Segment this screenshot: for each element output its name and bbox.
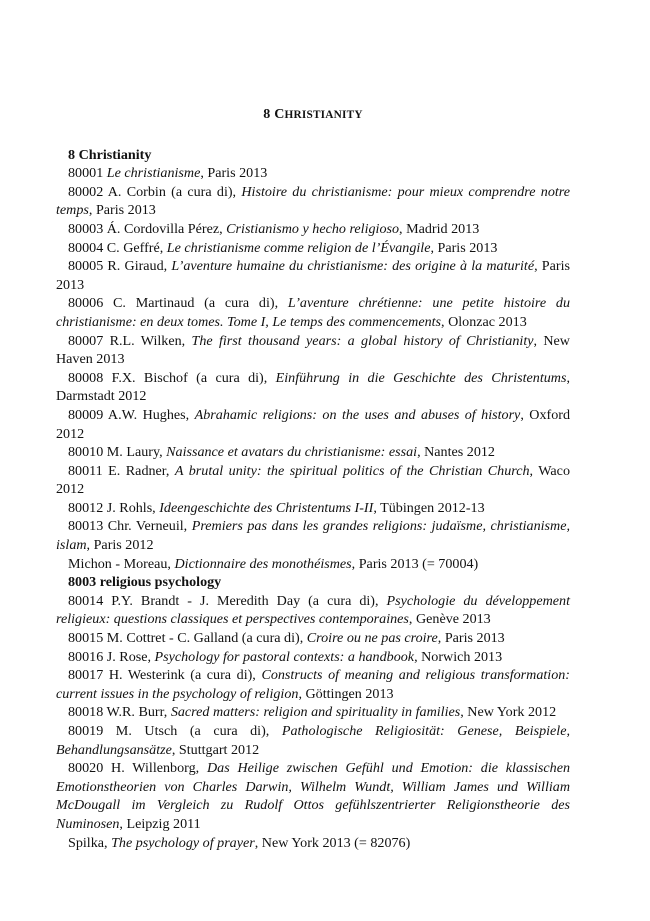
entry-imprint: , Stuttgart 2012	[171, 741, 260, 758]
entry-title: L’aventure humaine du christianisme: des origine à la maturité	[171, 258, 535, 275]
entry-title: Cristianismo y hecho religioso	[226, 220, 400, 237]
entry-imprint: , New Haven 2013	[56, 332, 570, 368]
entry-author: 80019 M. Utsch (a cura di),	[68, 723, 282, 739]
bibliography-entry	[56, 499, 570, 518]
entry-imprint: , Madrid 2013	[399, 220, 480, 237]
entry-author: 80013 Chr. Verneuil,	[68, 518, 192, 535]
entry-author: 80008 F.X. Bischof (a cura di),	[68, 369, 276, 386]
entry-imprint: , New York 2012	[460, 704, 557, 721]
bibliography-entry	[56, 666, 570, 703]
running-head	[56, 106, 570, 125]
entry-author: 80010 M. Laury,	[68, 444, 167, 461]
bibliography-entry	[56, 406, 570, 443]
entry-title: Histoire du christianisme: pour mieux comprendre notre temps	[56, 183, 570, 219]
bibliography-entry	[56, 834, 570, 853]
entry-title: Psychologie du développement religieux: questions classiques et perspectives contemporaines	[56, 592, 570, 628]
entry-title: Croire ou ne pas croire	[306, 630, 438, 647]
section-heading: 8 Christianity	[68, 146, 152, 163]
entry-title: Einführung in die Geschichte des Christentums	[275, 369, 567, 386]
bibliography-entry	[56, 220, 570, 239]
bibliography-entry	[56, 257, 570, 294]
entry-title: The first thousand years: a global history of Christianity	[191, 332, 534, 349]
entry-author: 80003 Á. Cordovilla Pérez,	[68, 220, 227, 237]
entry-imprint: , Leipzig 2011	[119, 815, 201, 832]
entry-imprint: , Paris 2013	[88, 202, 156, 219]
bibliography-entry	[56, 703, 570, 722]
entry-imprint: , Darmstadt 2012	[56, 369, 570, 405]
bibliography-entry	[56, 332, 570, 369]
entry-imprint: , Norwich 2013	[414, 648, 503, 665]
entry-title: Ideengeschichte des Christentums I-II	[159, 499, 374, 516]
entry-imprint: , New York 2013 (= 82076)	[254, 834, 411, 851]
entry-author: 80012 J. Rohls,	[68, 499, 160, 516]
entry-author: 80020 H. Willenborg,	[68, 760, 207, 777]
entry-title: Sacred matters: religion and spirituality in families	[170, 704, 461, 721]
entry-imprint: , Paris 2013	[437, 630, 505, 647]
entry-imprint: , Paris 2013	[430, 239, 498, 256]
bibliography-entry	[56, 294, 570, 331]
entry-author: 80007 R.L. Wilken,	[68, 332, 192, 349]
entry-title: Pathologische Religiosität: Genese, Beispiele, Behandlungsansätze	[56, 723, 570, 758]
entry-author: 80018 W.R. Burr,	[68, 704, 171, 721]
entry-author: 80009 A.W. Hughes,	[68, 406, 195, 423]
entry-title: The psychology of prayer	[111, 834, 255, 851]
entry-imprint: , Tübingen 2012-13	[373, 499, 485, 516]
entry-author: 80001	[68, 165, 107, 182]
entry-title: A brutal unity: the spiritual politics of the Christian Church	[174, 462, 530, 479]
bibliography-entry	[56, 239, 570, 258]
bibliography-sections	[56, 146, 570, 853]
entry-author: 80016 J. Rose,	[68, 648, 155, 665]
bibliography-entry	[56, 443, 570, 462]
entry-author: 80015 M. Cottret - C. Galland (a cura di),	[68, 630, 307, 647]
entry-author: 80005 R. Giraud,	[68, 258, 172, 275]
entry-author: 80006 C. Martinaud (a cura di),	[68, 295, 288, 312]
entry-imprint: , Olonzac 2013	[441, 313, 527, 330]
bibliography-entry	[56, 555, 570, 574]
bibliography-entry	[56, 517, 570, 554]
section-heading: 8003 religious psychology	[68, 574, 222, 591]
entry-imprint: , Oxford 2012	[56, 406, 571, 442]
running-head-title: CHRISTIANITY	[274, 107, 363, 122]
entry-imprint: , Göttingen 2013	[298, 685, 394, 702]
bibliography-entry	[56, 164, 570, 183]
entry-title: L’aventure chrétienne: une petite histoire du christianisme: en deux tomes. Tome I, Le temps des commencements	[56, 295, 571, 330]
entry-author: 80014 P.Y. Brandt - J. Meredith Day (a cura di),	[68, 592, 387, 609]
entry-author: 80002 A. Corbin (a cura di),	[68, 183, 242, 200]
entry-title: Le christianisme comme religion de l’Évangile	[166, 239, 431, 256]
entry-title: Dictionnaire des monothéismes	[174, 555, 352, 572]
entry-imprint: , Paris 2013	[200, 165, 268, 182]
bibliography-entry	[56, 722, 570, 759]
entry-title: Psychology for pastoral contexts: a handbook	[154, 648, 415, 665]
bibliography-page	[56, 106, 570, 852]
entry-title: Constructs of meaning and religious transformation: current issues in the psychology of religion	[56, 667, 570, 702]
running-head-number: 8	[263, 107, 271, 122]
entry-title: Abrahamic religions: on the uses and abuses of history	[194, 406, 521, 423]
entry-imprint: , Paris 2012	[86, 537, 154, 554]
bibliography-entry	[56, 369, 570, 406]
entry-author: 80004 C. Geffré,	[68, 239, 167, 256]
entry-imprint: , Paris 2013 (= 70004)	[351, 555, 479, 572]
entry-imprint: , Paris 2013	[56, 258, 570, 293]
entry-title: Naissance et avatars du christianisme: essai	[166, 444, 418, 461]
entry-title: Premiers pas dans les grandes religions: judaïsme, christianisme, islam	[56, 518, 570, 554]
entry-author: 80017 H. Westerink (a cura di),	[68, 667, 262, 684]
entry-author: 80011 E. Radner,	[68, 462, 175, 479]
bibliography-entry	[56, 592, 570, 629]
bibliography-entry	[56, 462, 570, 499]
entry-title: Le christianisme	[106, 165, 201, 182]
entry-imprint: , Nantes 2012	[417, 444, 495, 461]
bibliography-entry	[56, 759, 570, 833]
entry-imprint: , Genève 2013	[408, 611, 491, 628]
bibliography-entry	[56, 648, 570, 667]
entry-author: Spilka,	[68, 834, 112, 851]
entry-imprint: , Waco 2012	[56, 462, 570, 498]
bibliography-entry	[56, 629, 570, 648]
bibliography-entry	[56, 183, 570, 220]
entry-title: Das Heilige zwischen Gefühl und Emotion: die klassischen Emotionstheorien von Charles Darwin, Wilhelm Wundt, William James und William McDougall im Vergleich zu Rudolf Ottos gefühlszentrierter Religionstheorie des Numinosen	[56, 760, 570, 832]
entry-author: Michon - Moreau,	[68, 555, 175, 572]
